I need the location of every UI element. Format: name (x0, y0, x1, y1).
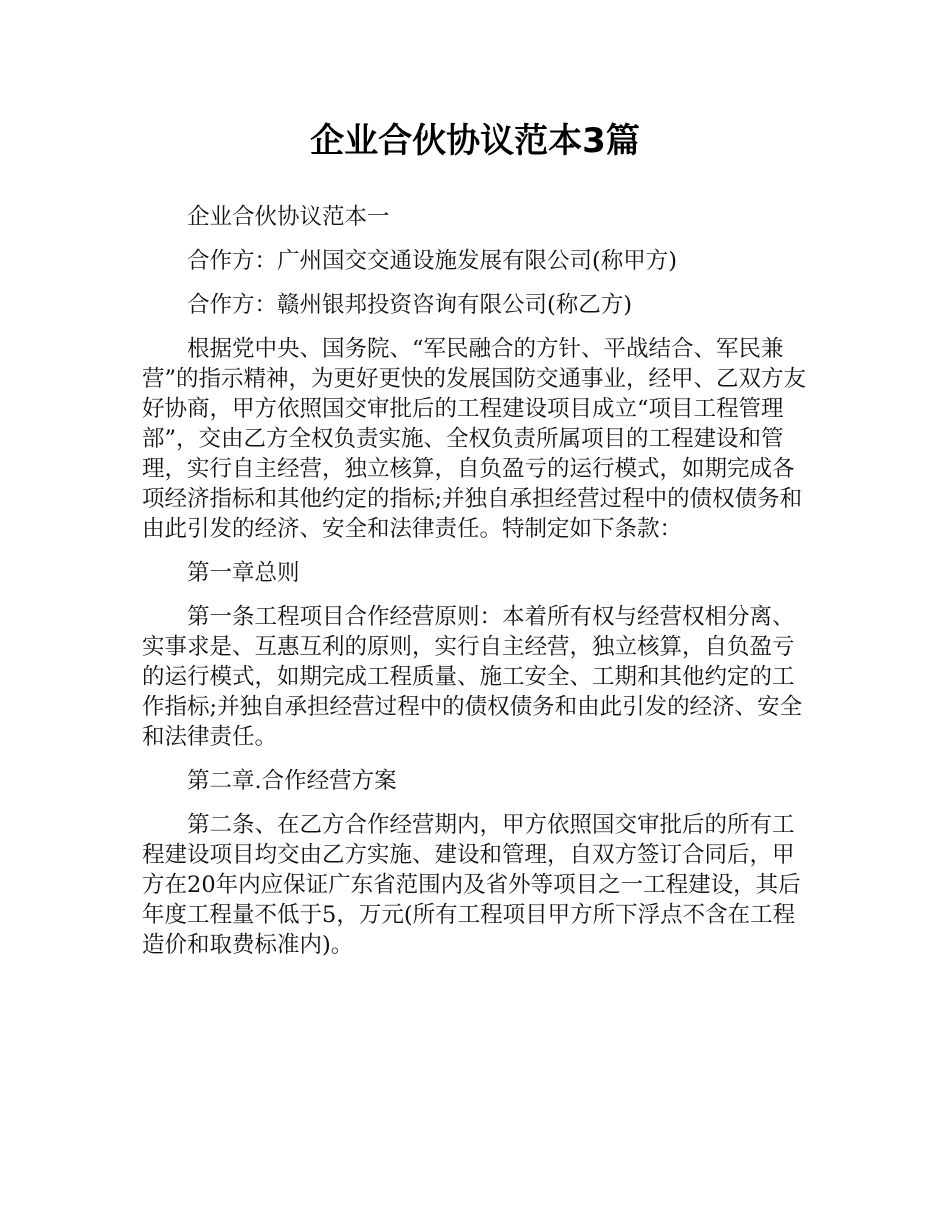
article-two-paragraph: 第二条、在乙方合作经营期内，甲方依照国交审批后的所有工程建设项目均交由乙方实施、建设和管理，自双方签订合同后，甲方在20年内应保证广东省范围内及省外等项目之一工程建设，其后年度工程量不低于5，万元(所有工程项目甲方所下浮点不含在工程造价和取费标准内)。 (142, 812, 801, 958)
chapter-one-heading: 第一章总则 (187, 560, 300, 586)
chapter-two-heading: 第二章.合作经营方案 (187, 768, 397, 794)
section-heading: 企业合伙协议范本一 (187, 204, 390, 230)
party-a-line: 合作方：广州国交交通设施发展有限公司(称甲方) (187, 248, 678, 274)
document-body (142, 202, 812, 974)
document-title: 企业合伙协议范本3篇 (310, 121, 640, 161)
preamble-paragraph: 根据党中央、国务院、“军民融合的方针、平战结合、军民兼营”的指示精神，为更好更快的发展国防交通事业，经甲、乙双方友好协商，甲方依照国交审批后的工程建设项目成立“项目工程管理部”，交由乙方全权负责实施、全权负责所属项目的工程建设和管理，实行自主经营，独立核算，自负盈亏的运行模式，如期完成各项经济指标和其他约定的指标;并独自承担经营过程中的债权债务和由此引发的经济、安全和法律责任。特制定如下条款： (142, 336, 807, 542)
party-b-line: 合作方：赣州银邦投资咨询有限公司(称乙方) (187, 292, 633, 318)
article-one-paragraph: 第一条工程项目合作经营原则：本着所有权与经营权相分离、实事求是、互惠互利的原则，实行自主经营，独立核算，自负盈亏的运行模式，如期完成工程质量、施工安全、工期和其他约定的工作指标;并独自承担经营过程中的债权债务和由此引发的经济、安全和法律责任。 (142, 604, 803, 750)
